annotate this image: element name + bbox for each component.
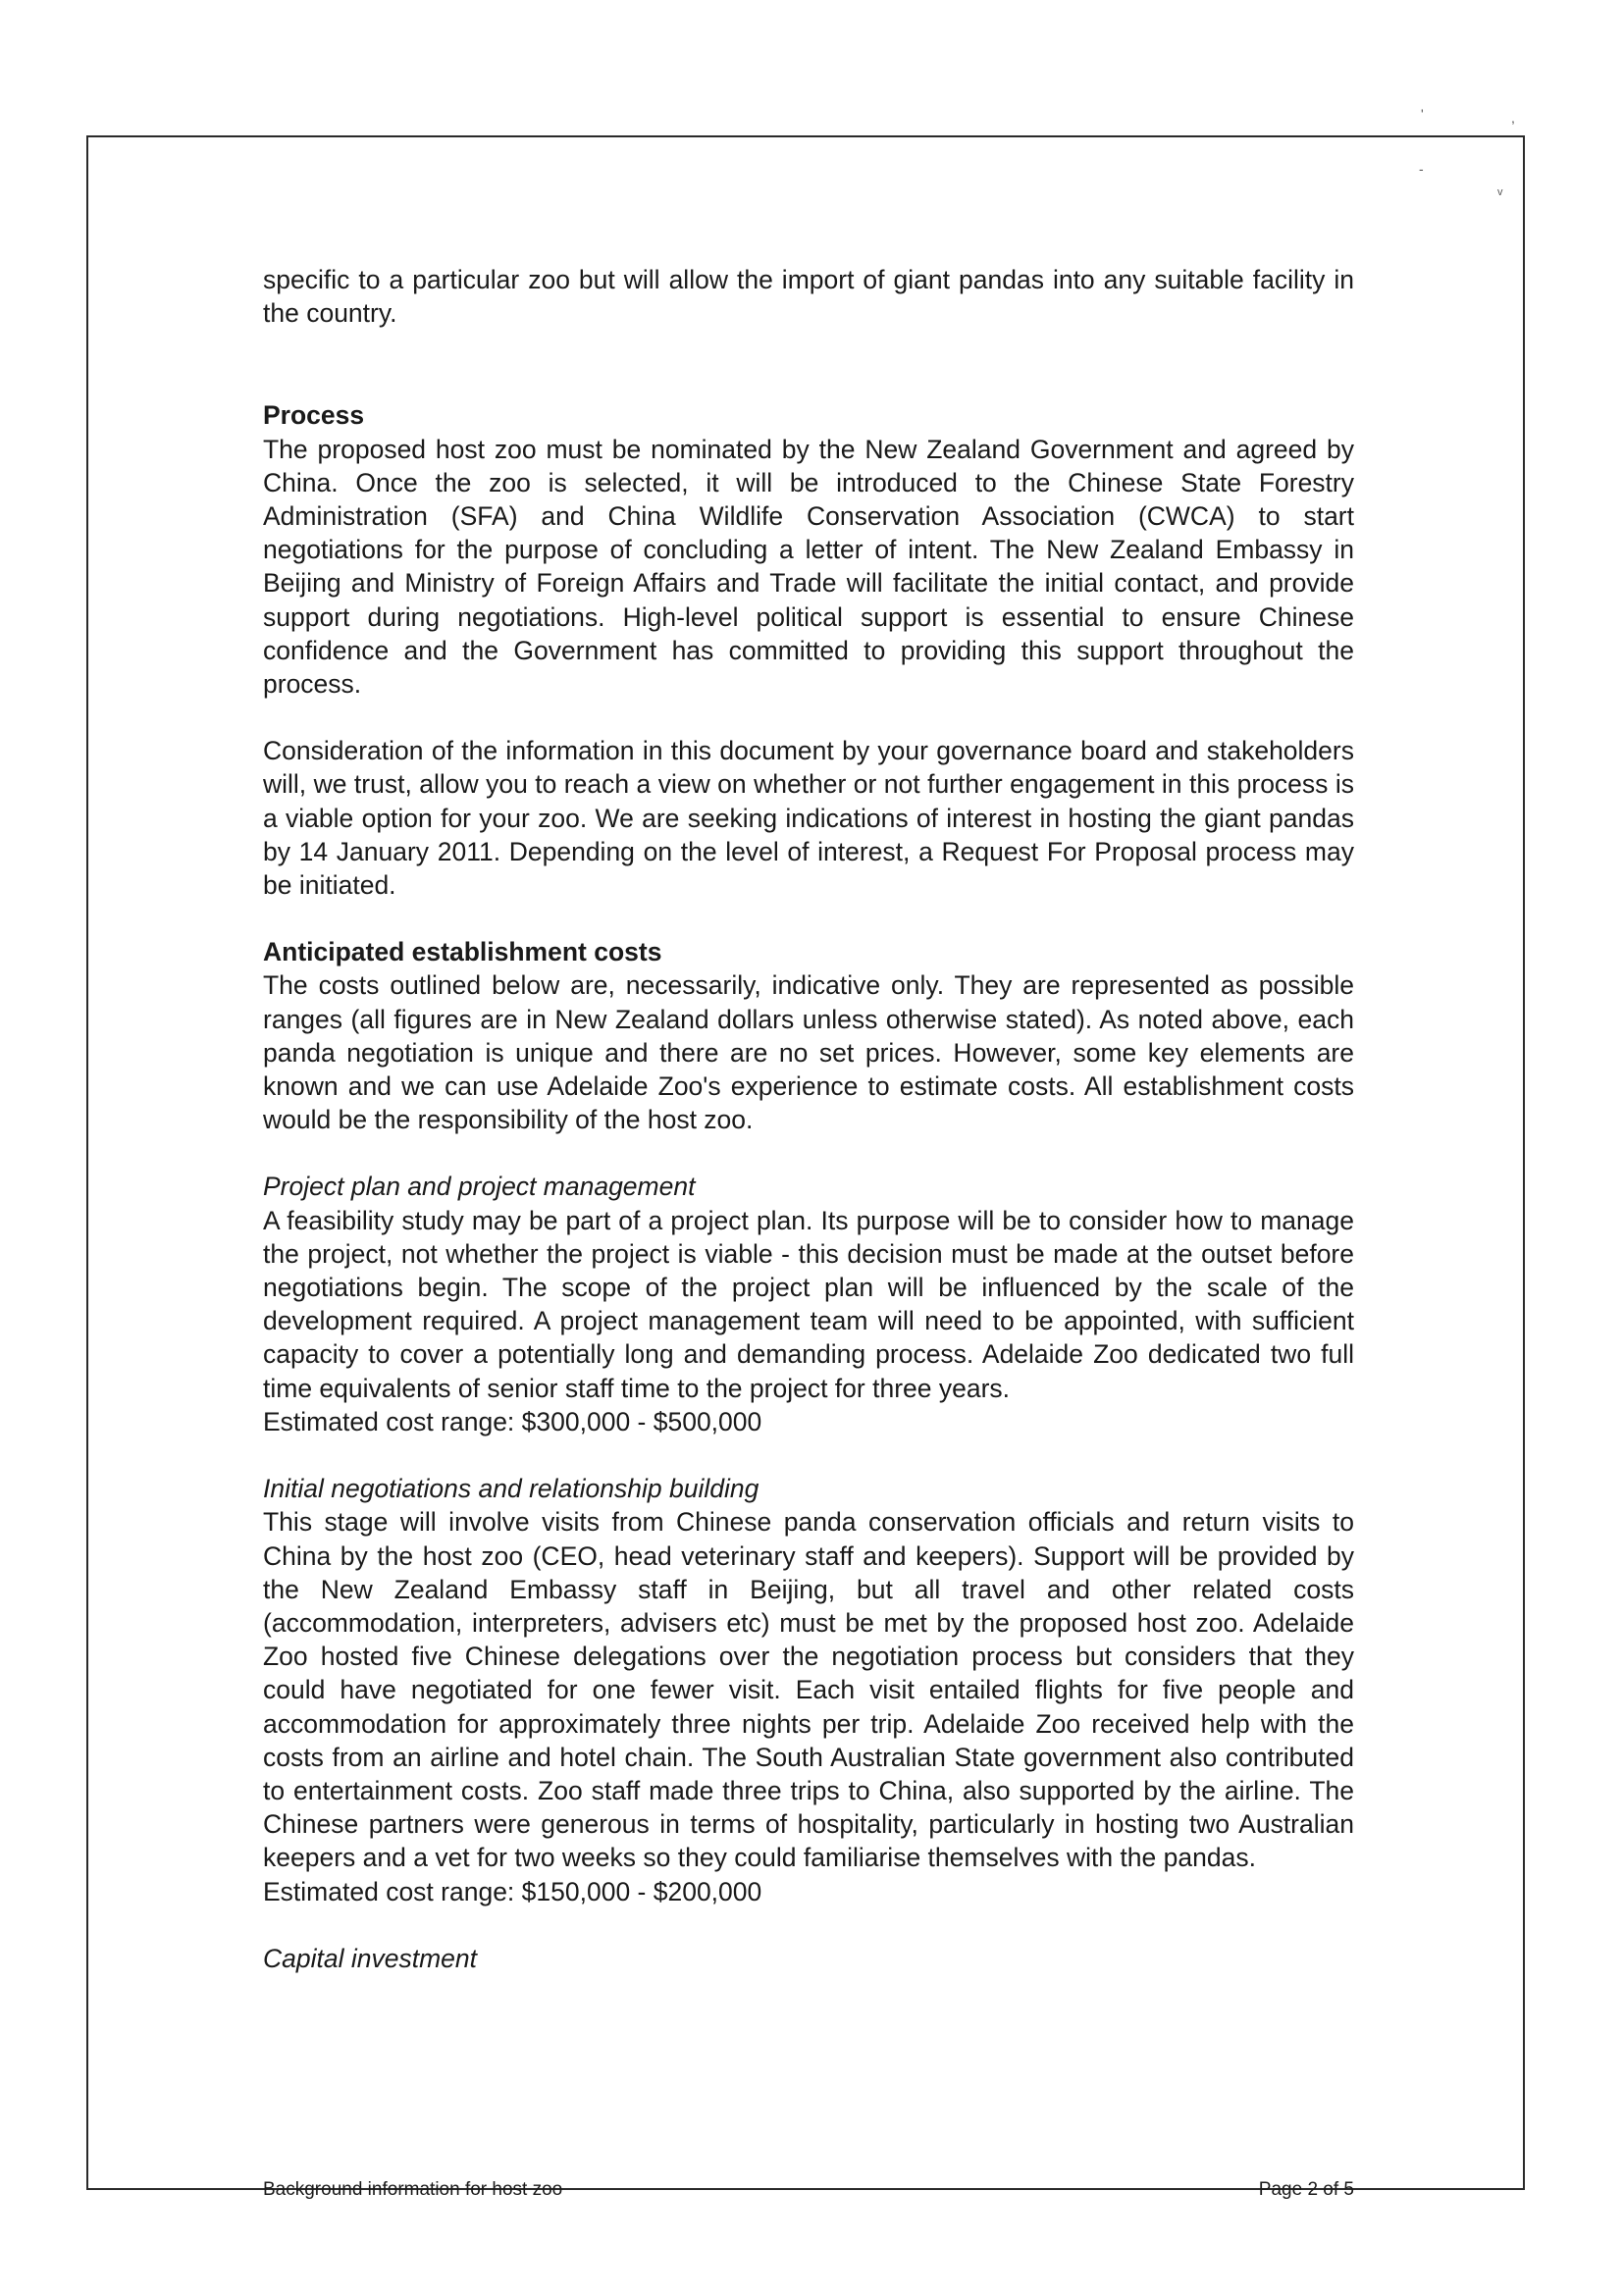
project-plan-heading: Project plan and project management — [263, 1172, 696, 1202]
scan-mark: , — [1511, 110, 1515, 126]
scan-mark: v — [1497, 186, 1503, 198]
capital-investment-heading: Capital investment — [263, 1943, 477, 1973]
scan-mark: ' — [1421, 106, 1424, 122]
costs-heading: Anticipated establishment costs — [263, 937, 662, 967]
project-plan-cost: Estimated cost range: $300,000 - $500,000 — [263, 1406, 762, 1436]
process-paragraph-1: The proposed host zoo must be nominated by the New Zealand Government and agreed by China. Once the zoo is selected, it will be introduced to the Chinese State Forestry Administration (SFA) and China Wildlife Conservation Association (CWCA) to start negotiations for the purpose of concluding a letter of intent. The New Zealand Embassy in Beijing and Ministry of Foreign Affairs and Trade will facilitate the initial contact, and provide support during negotiations. High-level political support is essential to ensure Chinese confidence and the Government has committed to providing this support throughout the process. — [263, 434, 1354, 700]
negotiations-paragraph: This stage will involve visits from Chinese panda conservation officials and return visits to China by the host zoo (CEO, head veterinary staff and keepers). Support will be provided by the New Zealand Embassy staff in Beijing, but all travel and other related costs (accommodation, interpreters, advisers etc) must be met by the proposed host zoo. Adelaide Zoo hosted five Chinese delegations over the negotiation process but considers that they could have negotiated for one fewer visit. Each visit entailed flights for five people and accommodation for approximately three nights per trip. Adelaide Zoo received help with the costs from an airline and hotel chain. The South Australian State government also contributed to entertainment costs. Zoo staff made three trips to China, also supported by the airline. The Chinese partners were generous in terms of hospitality, particularly in hosting two Australian keepers and a vet for two weeks so they could familiarise themselves with the pandas. — [263, 1507, 1354, 1873]
project-plan-paragraph: A feasibility study may be part of a project plan. Its purpose will be to consider how to manage the project, not whether the project is viable - this decision must be made at the outset before negotiations begin. The scope of the project plan will be influenced by the scale of the development required. A project management team will need to be appointed, with sufficient capacity to cover a potentially long and demanding process. Adelaide Zoo dedicated two full time equivalents of senior staff time to the project for three years. — [263, 1205, 1354, 1403]
negotiations-heading: Initial negotiations and relationship building — [263, 1474, 759, 1504]
footer-document-title: Background information for host zoo — [263, 2179, 563, 2200]
footer-page-number: Page 2 of 5 — [1258, 2179, 1354, 2200]
document-body — [263, 263, 1354, 1975]
process-paragraph-2: Consideration of the information in this document by your governance board and stakeholders will, we trust, allow you to reach a view on whether or not further engagement in this process is a viable option for your zoo. We are seeking indications of interest in hosting the giant pandas by 14 January 2011. Depending on the level of interest, a Request For Proposal process may be initiated. — [263, 736, 1354, 901]
costs-paragraph: The costs outlined below are, necessarily, indicative only. They are represented as possible ranges (all figures are in New Zealand dollars unless otherwise stated). As noted above, each panda negotiation is unique and there are no set prices. However, some key elements are known and we can use Adelaide Zoo's experience to estimate costs. All establishment costs would be the responsibility of the host zoo. — [263, 970, 1354, 1135]
process-heading: Process — [263, 400, 365, 431]
scan-mark: - — [1419, 161, 1424, 177]
negotiations-cost: Estimated cost range: $150,000 - $200,000 — [263, 1876, 762, 1906]
intro-paragraph: specific to a particular zoo but will allow the import of giant pandas into any suitable facility in the country. — [263, 265, 1354, 329]
